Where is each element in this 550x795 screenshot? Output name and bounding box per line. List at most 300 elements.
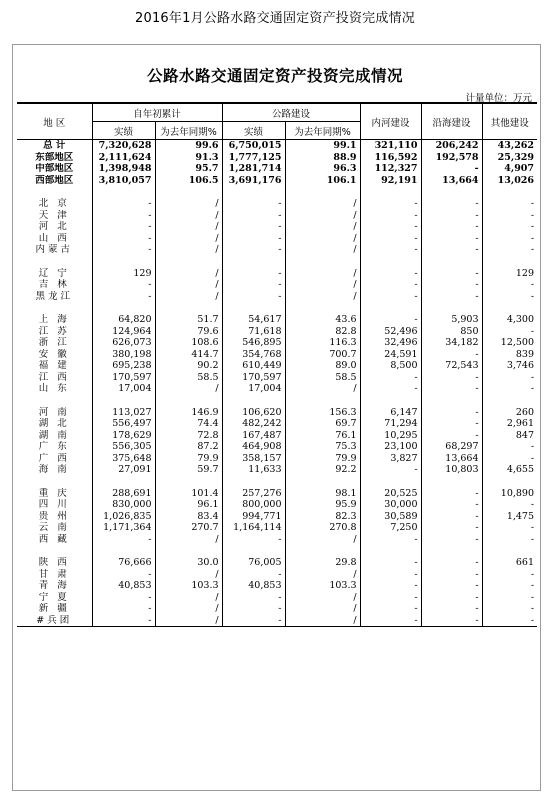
highway-actual: 257,276: [222, 488, 285, 500]
region-name: 总 计: [43, 140, 66, 151]
other-value: -: [482, 603, 537, 615]
other-value: -: [482, 441, 537, 453]
ytd-actual: 556,305: [92, 441, 155, 453]
highway-yoy: 156.3: [285, 407, 360, 419]
highway-actual: 106,620: [222, 407, 285, 419]
ytd-actual: 1,026,835: [92, 511, 155, 523]
spacer-cell: [360, 256, 421, 268]
ytd-actual: 113,027: [92, 407, 155, 419]
highway-actual: -: [222, 233, 285, 245]
ytd-yoy: /: [155, 279, 222, 291]
highway-yoy: /: [285, 244, 360, 256]
header-other: 其他建设: [482, 103, 537, 140]
coastal-value: 192,578: [421, 152, 482, 164]
highway-yoy: 96.3: [285, 163, 360, 175]
other-value: 43,262: [482, 140, 537, 152]
ytd-actual: -: [92, 603, 155, 615]
coastal-value: -: [421, 198, 482, 210]
highway-actual: 6,750,015: [222, 140, 285, 152]
ytd-yoy: 95.7: [155, 163, 222, 175]
coastal-value: -: [421, 233, 482, 245]
other-value: 3,746: [482, 360, 537, 372]
spacer-cell: [482, 395, 537, 407]
inland-value: 32,496: [360, 337, 421, 349]
other-value: 1,475: [482, 511, 537, 523]
inland-value: -: [360, 464, 421, 476]
unit-label: 计量单位：万元: [465, 93, 532, 104]
highway-actual: 464,908: [222, 441, 285, 453]
region-name: 海 南: [38, 464, 70, 475]
inland-value: 30,000: [360, 499, 421, 511]
highway-yoy: /: [285, 210, 360, 222]
inland-value: -: [360, 615, 421, 627]
region-name: 山 东: [38, 383, 70, 394]
other-value: 2,961: [482, 418, 537, 430]
highway-actual: 610,449: [222, 360, 285, 372]
ytd-actual: 124,964: [92, 326, 155, 338]
coastal-value: -: [421, 592, 482, 604]
summary-row: [17, 152, 537, 164]
highway-actual: 994,771: [222, 511, 285, 523]
region-name: 河 南: [38, 406, 70, 418]
coastal-value: -: [421, 372, 482, 384]
ytd-yoy: /: [155, 615, 222, 627]
inland-value: -: [360, 603, 421, 615]
header-coastal: 沿海建设: [421, 103, 482, 140]
highway-actual: -: [222, 534, 285, 546]
ytd-yoy: 146.9: [155, 407, 222, 419]
highway-actual: -: [222, 603, 285, 615]
other-value: -: [482, 522, 537, 534]
region-name: 北 京: [38, 198, 70, 209]
coastal-value: -: [421, 279, 482, 291]
spacer-cell: [155, 302, 222, 314]
spacer-cell: [482, 186, 537, 198]
ytd-actual: 3,810,057: [92, 175, 155, 187]
coastal-value: -: [421, 244, 482, 256]
spacer-cell: [92, 545, 155, 557]
inland-value: 20,525: [360, 488, 421, 500]
coastal-value: 34,182: [421, 337, 482, 349]
table-row: [17, 244, 537, 256]
ytd-yoy: 91.3: [155, 152, 222, 164]
inland-value: 3,827: [360, 453, 421, 465]
ytd-actual: 380,198: [92, 349, 155, 361]
highway-yoy: /: [285, 383, 360, 395]
header-group-highway: 公路建设: [222, 103, 360, 122]
other-value: -: [482, 291, 537, 303]
other-value: -: [482, 592, 537, 604]
ytd-yoy: 108.6: [155, 337, 222, 349]
highway-yoy: 270.8: [285, 522, 360, 534]
other-value: 4,300: [482, 314, 537, 326]
ytd-actual: 830,000: [92, 499, 155, 511]
spacer-cell: [360, 395, 421, 407]
spacer-cell: [155, 545, 222, 557]
region-name: 山 西: [38, 232, 70, 244]
ytd-actual: -: [92, 233, 155, 245]
ytd-actual: -: [92, 244, 155, 256]
other-value: 25,329: [482, 152, 537, 164]
table-row: [17, 383, 537, 395]
summary-row: [17, 163, 537, 175]
coastal-value: -: [421, 522, 482, 534]
highway-actual: 354,768: [222, 349, 285, 361]
spacer-cell: [285, 256, 360, 268]
inland-value: 116,592: [360, 152, 421, 164]
highway-yoy: 95.9: [285, 499, 360, 511]
coastal-value: 13,664: [421, 453, 482, 465]
table-row: [17, 615, 537, 627]
inland-value: -: [360, 580, 421, 592]
spacer-cell: [421, 395, 482, 407]
ytd-actual: 7,320,628: [92, 140, 155, 152]
spacer-cell: [222, 395, 285, 407]
ytd-yoy: /: [155, 603, 222, 615]
highway-yoy: /: [285, 221, 360, 233]
header-actual: 实绩: [92, 122, 155, 140]
highway-actual: 40,853: [222, 580, 285, 592]
coastal-value: 68,297: [421, 441, 482, 453]
highway-actual: 11,633: [222, 464, 285, 476]
spacer-cell: [222, 302, 285, 314]
spacer-cell: [17, 545, 92, 557]
region-name: 吉 林: [38, 279, 70, 290]
ytd-actual: 129: [92, 268, 155, 280]
ytd-actual: -: [92, 569, 155, 581]
spacer-cell: [155, 186, 222, 198]
ytd-yoy: 59.7: [155, 464, 222, 476]
spacer-cell: [222, 186, 285, 198]
inland-value: -: [360, 314, 421, 326]
other-value: -: [482, 580, 537, 592]
spacer-cell: [17, 476, 92, 488]
inland-value: 71,294: [360, 418, 421, 430]
inland-value: -: [360, 279, 421, 291]
highway-yoy: 29.8: [285, 557, 360, 569]
spacer-cell: [421, 186, 482, 198]
other-value: 260: [482, 407, 537, 419]
coastal-value: -: [421, 291, 482, 303]
other-value: -: [482, 326, 537, 338]
other-value: 847: [482, 430, 537, 442]
table-row: [17, 268, 537, 280]
inland-value: 30,589: [360, 511, 421, 523]
coastal-value: -: [421, 534, 482, 546]
other-value: -: [482, 453, 537, 465]
inland-value: 10,295: [360, 430, 421, 442]
region-name: 天 津: [38, 209, 70, 221]
table-row: [17, 221, 537, 233]
ytd-actual: -: [92, 210, 155, 222]
coastal-value: -: [421, 221, 482, 233]
other-value: -: [482, 279, 537, 291]
spacer-cell: [421, 476, 482, 488]
table-row: [17, 464, 537, 476]
highway-yoy: 98.1: [285, 488, 360, 500]
region-name: 湖 北: [38, 418, 70, 429]
highway-actual: 17,004: [222, 383, 285, 395]
highway-actual: -: [222, 210, 285, 222]
spacer-cell: [92, 186, 155, 198]
highway-actual: 76,005: [222, 557, 285, 569]
ytd-yoy: 30.0: [155, 557, 222, 569]
highway-yoy: 88.9: [285, 152, 360, 164]
region-name: 云 南: [38, 522, 70, 533]
spacer-cell: [92, 302, 155, 314]
inland-value: 23,100: [360, 441, 421, 453]
highway-yoy: /: [285, 198, 360, 210]
coastal-value: -: [421, 349, 482, 361]
ytd-yoy: 79.6: [155, 326, 222, 338]
summary-row: [17, 175, 537, 187]
spacer-cell: [222, 545, 285, 557]
region-name: 湖 南: [38, 429, 70, 441]
inland-value: -: [360, 268, 421, 280]
inland-value: -: [360, 291, 421, 303]
highway-actual: -: [222, 198, 285, 210]
spacer-cell: [360, 186, 421, 198]
highway-yoy: /: [285, 615, 360, 627]
region-name: 贵 州: [38, 510, 70, 522]
highway-yoy: 89.0: [285, 360, 360, 372]
highway-yoy: 69.7: [285, 418, 360, 430]
inland-value: -: [360, 233, 421, 245]
region-name: 安 徽: [38, 348, 70, 360]
highway-actual: -: [222, 268, 285, 280]
other-value: -: [482, 569, 537, 581]
coastal-value: -: [421, 418, 482, 430]
table-row: [17, 372, 537, 384]
spacer-row: [17, 545, 537, 557]
highway-yoy: /: [285, 569, 360, 581]
table-row: [17, 430, 537, 442]
highway-actual: 3,691,176: [222, 175, 285, 187]
region-name: 宁 夏: [38, 591, 70, 603]
spacer-row: [17, 395, 537, 407]
spacer-cell: [92, 256, 155, 268]
highway-actual: 546,895: [222, 337, 285, 349]
spacer-row: [17, 302, 537, 314]
highway-actual: 1,164,114: [222, 522, 285, 534]
highway-actual: 1,281,714: [222, 163, 285, 175]
region-name: 福 建: [38, 360, 70, 371]
inland-value: -: [360, 569, 421, 581]
highway-yoy: 700.7: [285, 349, 360, 361]
highway-actual: -: [222, 244, 285, 256]
table-row: [17, 407, 537, 419]
other-value: 661: [482, 557, 537, 569]
inland-value: 8,500: [360, 360, 421, 372]
coastal-value: -: [421, 210, 482, 222]
spacer-cell: [421, 545, 482, 557]
ytd-actual: 170,597: [92, 372, 155, 384]
coastal-value: -: [421, 603, 482, 615]
highway-actual: -: [222, 279, 285, 291]
region-name: 新 疆: [38, 603, 70, 614]
highway-yoy: 75.3: [285, 441, 360, 453]
spacer-cell: [360, 476, 421, 488]
ytd-actual: -: [92, 592, 155, 604]
coastal-value: -: [421, 488, 482, 500]
other-value: -: [482, 210, 537, 222]
spacer-cell: [285, 302, 360, 314]
ytd-actual: -: [92, 534, 155, 546]
table-row: [17, 499, 537, 511]
summary-row: [17, 140, 537, 152]
spacer-cell: [222, 256, 285, 268]
table-row: [17, 337, 537, 349]
highway-yoy: /: [285, 233, 360, 245]
other-value: 4,655: [482, 464, 537, 476]
ytd-yoy: 101.4: [155, 488, 222, 500]
spacer-row: [17, 476, 537, 488]
highway-actual: 170,597: [222, 372, 285, 384]
spacer-cell: [421, 256, 482, 268]
ytd-actual: 40,853: [92, 580, 155, 592]
inland-value: -: [360, 244, 421, 256]
inland-value: -: [360, 383, 421, 395]
inland-value: -: [360, 557, 421, 569]
ytd-yoy: /: [155, 291, 222, 303]
ytd-actual: 556,497: [92, 418, 155, 430]
highway-yoy: 99.1: [285, 140, 360, 152]
highway-actual: -: [222, 615, 285, 627]
region-name: 重 庆: [38, 487, 70, 499]
highway-yoy: /: [285, 603, 360, 615]
highway-actual: 482,242: [222, 418, 285, 430]
ytd-actual: 288,691: [92, 488, 155, 500]
highway-yoy: 106.1: [285, 175, 360, 187]
spacer-cell: [285, 186, 360, 198]
highway-yoy: /: [285, 291, 360, 303]
inland-value: -: [360, 534, 421, 546]
highway-yoy: 76.1: [285, 430, 360, 442]
table-row: [17, 534, 537, 546]
highway-yoy: 58.5: [285, 372, 360, 384]
other-value: 129: [482, 268, 537, 280]
coastal-value: -: [421, 615, 482, 627]
ytd-actual: 2,111,624: [92, 152, 155, 164]
table-row: [17, 349, 537, 361]
region-name: 中部地区: [35, 163, 74, 174]
ytd-yoy: 51.7: [155, 314, 222, 326]
table-row: [17, 569, 537, 581]
inland-value: 112,327: [360, 163, 421, 175]
table-row: [17, 360, 537, 372]
region-name: 陕 西: [38, 557, 70, 568]
table-row: [17, 326, 537, 338]
ytd-yoy: 103.3: [155, 580, 222, 592]
spacer-cell: [222, 476, 285, 488]
header-yoy: 为去年同期%: [285, 122, 360, 140]
table-row: [17, 418, 537, 430]
ytd-yoy: 90.2: [155, 360, 222, 372]
ytd-yoy: 87.2: [155, 441, 222, 453]
coastal-value: 206,242: [421, 140, 482, 152]
other-value: -: [482, 198, 537, 210]
ytd-yoy: /: [155, 210, 222, 222]
spacer-row: [17, 256, 537, 268]
ytd-actual: -: [92, 221, 155, 233]
region-name: 青 海: [38, 580, 70, 591]
ytd-actual: -: [92, 198, 155, 210]
other-value: -: [482, 372, 537, 384]
other-value: -: [482, 534, 537, 546]
ytd-yoy: 79.9: [155, 453, 222, 465]
spacer-cell: [360, 545, 421, 557]
spacer-cell: [155, 476, 222, 488]
inland-value: -: [360, 210, 421, 222]
highway-yoy: 43.6: [285, 314, 360, 326]
page-title: 2016年1月公路水路交通固定资产投资完成情况: [135, 11, 415, 26]
ytd-yoy: 270.7: [155, 522, 222, 534]
table-row: [17, 511, 537, 523]
ytd-yoy: 99.6: [155, 140, 222, 152]
other-value: -: [482, 221, 537, 233]
region-name: 广 西: [38, 452, 70, 464]
coastal-value: -: [421, 407, 482, 419]
ytd-actual: 17,004: [92, 383, 155, 395]
ytd-actual: 695,238: [92, 360, 155, 372]
investment-table: [17, 102, 537, 627]
spacer-cell: [285, 545, 360, 557]
ytd-yoy: 106.5: [155, 175, 222, 187]
highway-yoy: /: [285, 279, 360, 291]
coastal-value: -: [421, 268, 482, 280]
spacer-cell: [92, 476, 155, 488]
region-name: 黑龙江: [35, 290, 73, 302]
table-row: [17, 314, 537, 326]
highway-yoy: /: [285, 268, 360, 280]
other-value: -: [482, 383, 537, 395]
coastal-value: -: [421, 499, 482, 511]
highway-actual: -: [222, 592, 285, 604]
spacer-cell: [92, 395, 155, 407]
ytd-actual: 626,073: [92, 337, 155, 349]
header-group-ytd: 自年初累计: [92, 103, 222, 122]
table-row: [17, 233, 537, 245]
table-row: [17, 210, 537, 222]
spacer-cell: [17, 256, 92, 268]
coastal-value: 10,803: [421, 464, 482, 476]
coastal-value: -: [421, 557, 482, 569]
region-name: 河 北: [38, 221, 70, 232]
table-row: [17, 291, 537, 303]
table-row: [17, 198, 537, 210]
other-value: 10,890: [482, 488, 537, 500]
spacer-cell: [285, 476, 360, 488]
ytd-actual: -: [92, 615, 155, 627]
spacer-cell: [482, 302, 537, 314]
other-value: 839: [482, 349, 537, 361]
ytd-actual: 76,666: [92, 557, 155, 569]
spacer-cell: [155, 395, 222, 407]
spacer-cell: [17, 302, 92, 314]
spacer-cell: [17, 186, 92, 198]
region-name: 西部地区: [35, 174, 74, 186]
ytd-actual: 27,091: [92, 464, 155, 476]
region-name: 江 苏: [38, 325, 70, 337]
ytd-yoy: /: [155, 244, 222, 256]
inland-value: 24,591: [360, 349, 421, 361]
ytd-yoy: /: [155, 233, 222, 245]
header-region: 地 区: [17, 103, 92, 140]
spacer-cell: [421, 302, 482, 314]
coastal-value: -: [421, 569, 482, 581]
ytd-actual: 1,171,364: [92, 522, 155, 534]
ytd-actual: 375,648: [92, 453, 155, 465]
